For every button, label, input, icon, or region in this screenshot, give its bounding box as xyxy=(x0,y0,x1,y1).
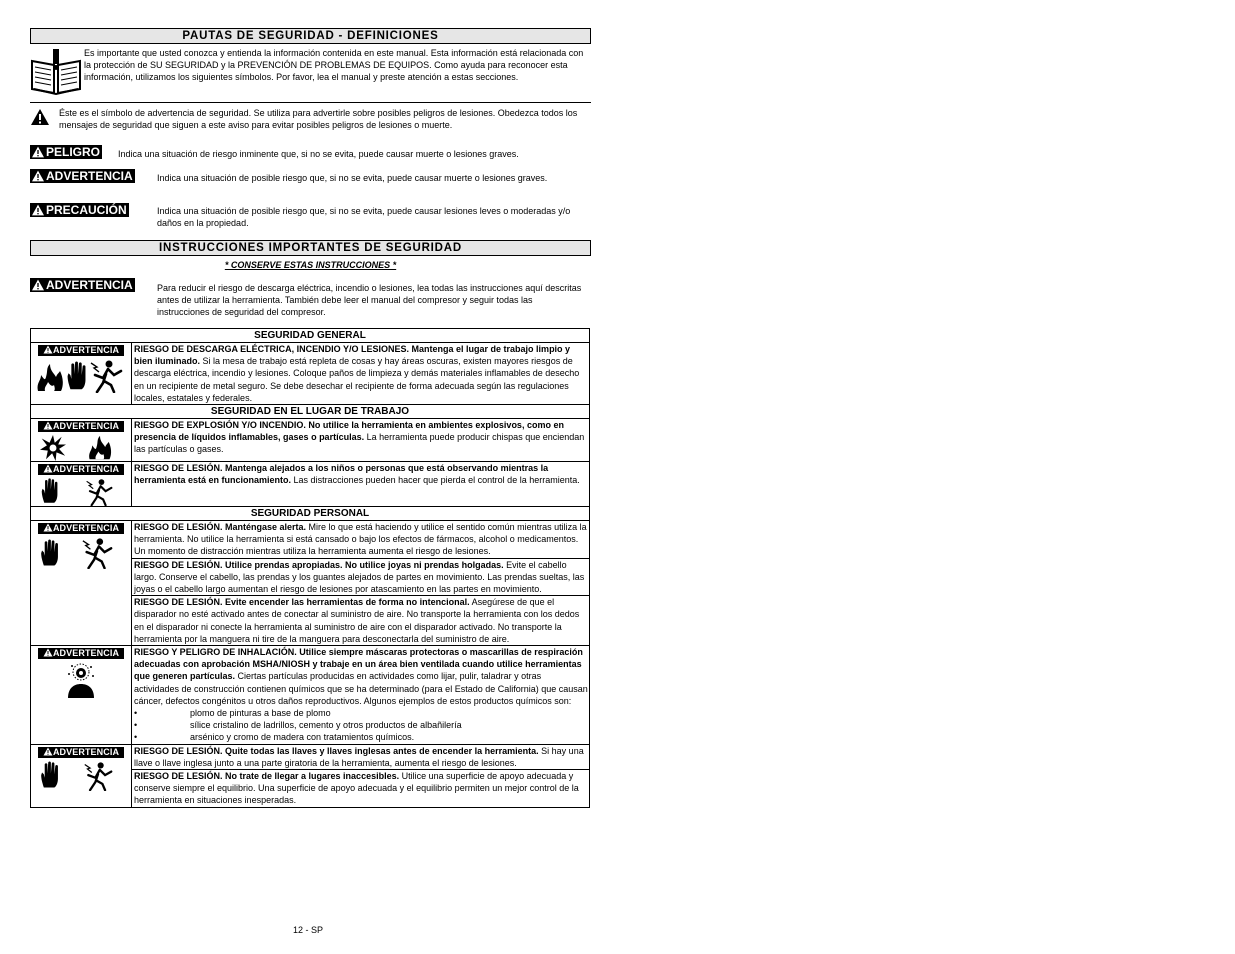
warning-badge xyxy=(38,464,124,475)
icon-cell xyxy=(31,343,132,405)
advertencia-label: ADVERTENCIA xyxy=(46,169,133,183)
alert-triangle-icon xyxy=(31,170,45,182)
safety-symbol-text: Éste es el símbolo de advertencia de seguridad. Se utiliza para advertirle sobre posibles peligros de lesiones. Obedezca todos los mensajes de seguridad que siguen a este aviso para evitar posibles peligros de lesiones o muerte. xyxy=(59,108,578,131)
icon-cell xyxy=(31,521,132,646)
row-body-text: Mire lo que está haciendo y utilice el sentido común mientras utiliza la herramienta. No utilice la herramienta si está cansado o bajo los efectos de fármacos, alcohol o medicamentos. Un momento de distracción mientras utiliza la herramienta aumenta el riesgo de lesiones. xyxy=(134,522,587,557)
fire-icon xyxy=(35,363,65,393)
fire-icon xyxy=(87,435,113,461)
alert-triangle-icon xyxy=(31,204,45,216)
row-text xyxy=(132,343,590,405)
hand-icon xyxy=(65,361,89,393)
instructions-warning-label: ADVERTENCIA xyxy=(46,278,133,292)
instructions-warning-text: Para reducir el riesgo de descarga eléctrica, incendio o lesiones, lea todas las instrucciones aquí descritas antes de utilizar la herramienta. También debe leer el manual del compresor y seguir todas las instrucciones de seguridad del compresor. xyxy=(157,283,582,318)
list-item xyxy=(134,719,588,731)
row-bold-text: RIESGO DE LESIÓN. No trate de llegar a lugares inaccesibles. xyxy=(134,771,400,782)
injured-person-icon xyxy=(83,761,113,791)
conserve-instructions: * CONSERVE ESTAS INSTRUCCIONES * xyxy=(224,260,397,270)
row-bold-text: RIESGO DE DESCARGA ELÉCTRICA, INCENDIO Y/O LESIONES. Mantenga el lugar de trabajo limpio y bien iluminado. xyxy=(134,344,571,367)
warning-badge xyxy=(38,523,124,534)
hand-icon xyxy=(39,539,61,569)
bullet: • xyxy=(134,708,138,719)
alert-triangle-icon xyxy=(43,648,53,657)
row-text xyxy=(132,770,590,808)
icon-cell xyxy=(31,646,132,745)
table-row xyxy=(31,343,590,405)
header-workplace-safety: SEGURIDAD EN EL LUGAR DE TRABAJO xyxy=(31,405,590,419)
row-text xyxy=(132,646,590,745)
list-item-text: arsénico y cromo de madera con tratamientos químicos. xyxy=(190,732,415,743)
list-item xyxy=(134,707,588,719)
respirator-mask-icon xyxy=(64,662,98,698)
header-general-safety: SEGURIDAD GENERAL xyxy=(31,329,590,343)
header-personal-safety: SEGURIDAD PERSONAL xyxy=(31,507,590,521)
bullet: • xyxy=(134,720,138,731)
row-body-text: Si hay una llave o llave inglesa junto a una parte giratoria de la herramienta, aumenta el riesgo de lesiones. xyxy=(134,745,584,768)
row-text xyxy=(132,419,590,462)
electric-shock-person-icon xyxy=(89,359,123,393)
row-bold-text: RIESGO DE EXPLOSIÓN Y/O INCENDIO. No utilice la herramienta en ambientes explosivos, como en presencia de líquidos inflamables, gases o partículas. xyxy=(134,420,564,443)
row-body-text: Asegúrese de que el disparador no esté activado antes de conectar al suministro de aire. No transporte la herramienta con los dedos en el disparador ni conecte la herramienta al suministro de aire con el disparador activado. No transporte la herramienta por la manguera ni tire de la manguera para desconectarla del suministro de aire. xyxy=(134,597,580,644)
intro-block xyxy=(30,46,591,103)
warning-badge xyxy=(38,747,124,758)
hand-icon xyxy=(39,478,61,506)
intro-text: Es importante que usted conozca y entienda la información contenida en este manual. Esta información está relacionada con la protección de SU SEGURIDAD y la PREVENCIÓN DE PROBLEMAS DE EQUIPOS. Como ayuda para reconocer esta información, utilizamos los siguientes símbolos. Por favor, lea el manual y preste atención a estas secciones. xyxy=(84,48,584,83)
injured-person-icon xyxy=(81,537,113,569)
safety-alert-triangle-icon xyxy=(30,108,50,126)
row-bold-text: RIESGO DE LESIÓN. Mantenga alejados a los niños o personas que está observando mientras la herramienta está en funcionamiento. xyxy=(134,463,549,486)
icon-cell xyxy=(31,744,132,807)
row-body-text: La herramienta puede producir chispas que enciendan las partículas o gases. xyxy=(134,432,585,455)
bullet: • xyxy=(134,732,138,743)
alert-triangle-icon xyxy=(43,345,53,354)
alert-triangle-icon xyxy=(43,523,53,532)
icon-cell xyxy=(31,462,132,507)
warning-badge xyxy=(38,648,124,659)
manual-book-icon xyxy=(30,49,82,95)
precaucion-text: Indica una situación de posible riesgo que, si no se evita, puede causar lesiones leves o moderadas y/o daños en la propiedad. xyxy=(157,206,571,229)
row-text xyxy=(132,558,590,596)
peligro-label: PELIGRO xyxy=(46,145,101,159)
explosion-icon xyxy=(39,435,67,461)
section-title-definitions: PAUTAS DE SEGURIDAD - DEFINICIONES xyxy=(30,28,591,44)
warning-badge-label: ADVERTENCIA xyxy=(52,464,120,475)
table-row xyxy=(31,462,590,507)
row-bold-text: RIESGO DE LESIÓN. Evite encender las herramientas de forma no intencional. xyxy=(134,597,470,608)
row-text xyxy=(132,462,590,507)
warning-badge-label: ADVERTENCIA xyxy=(52,523,120,534)
injured-person-icon xyxy=(85,478,113,506)
alert-triangle-icon xyxy=(43,747,53,756)
safety-symbol-block xyxy=(30,106,591,150)
definitions-section xyxy=(30,28,591,150)
alert-triangle-icon xyxy=(43,421,53,430)
warning-badge-label: ADVERTENCIA xyxy=(52,648,120,659)
peligro-signal xyxy=(30,145,102,159)
row-bold-text: RIESGO DE LESIÓN. Quite todas las llaves y llaves inglesas antes de encender la herramienta. xyxy=(134,745,539,756)
icon-cell xyxy=(31,419,132,462)
row-body-text: Si la mesa de trabajo está repleta de cosas y hay áreas oscuras, existen mayores riesgos de descarga eléctrica, incendio y lesiones. Coloque paños de limpieza y demás materiales inflamables de desecho en un recipiente de metal seguro. Se debe desechar el recipiente de forma adecuada según las regulaciones locales, estatales y federales. xyxy=(134,356,580,403)
table-row xyxy=(31,521,590,559)
row-bold-text: RIESGO Y PELIGRO DE INHALACIÓN. Utilice siempre máscaras protectoras o mascarillas de respiración adecuadas con aprobación MSHA/NIOSH y trabaje en un área bien ventilada cuando utilice herramientas que generen partículas. xyxy=(134,647,583,682)
safety-table xyxy=(30,328,590,808)
list-item-text: plomo de pinturas a base de plomo xyxy=(190,708,331,719)
instructions-warning-signal xyxy=(30,278,135,292)
precaucion-label: PRECAUCIÓN xyxy=(46,203,127,217)
table-row xyxy=(31,646,590,745)
advertencia-text: Indica una situación de posible riesgo que, si no se evita, puede causar muerte o lesiones graves. xyxy=(157,173,548,183)
warning-badge-label: ADVERTENCIA xyxy=(52,421,120,432)
row-body-text: Las distracciones pueden hacer que pierda el control de la herramienta. xyxy=(291,475,580,486)
row-bold-text: RIESGO DE LESIÓN. Manténgase alerta. xyxy=(134,522,307,533)
row-text xyxy=(132,744,590,769)
alert-triangle-icon xyxy=(43,464,53,473)
warning-badge xyxy=(38,421,124,432)
hand-icon xyxy=(39,761,61,791)
section-title-instructions: INSTRUCCIONES IMPORTANTES DE SEGURIDAD xyxy=(30,240,591,256)
alert-triangle-icon xyxy=(31,146,45,158)
peligro-text: Indica una situación de riesgo inminente que, si no se evita, puede causar muerte o lesiones graves. xyxy=(118,149,519,159)
list-item xyxy=(134,731,588,743)
page-number: 12 - SP xyxy=(293,925,324,935)
warning-badge-label: ADVERTENCIA xyxy=(52,746,120,757)
warning-badge-label: ADVERTENCIA xyxy=(52,345,120,355)
row-bold-text: RIESGO DE LESIÓN. Utilice prendas apropiadas. No utilice joyas ni prendas holgadas. xyxy=(134,559,504,570)
table-row xyxy=(31,744,590,769)
row-text xyxy=(132,596,590,646)
warning-badge xyxy=(38,345,124,356)
row-body-text: Evite el cabello largo. Conserve el cabello, las prendas y los guantes alejados de partes en movimiento. Las prendas sueltas, las joyas o el cabello largo aumentan el riesgo de lesiones por atascamiento en las partes en movimiento. xyxy=(134,559,585,595)
row-body-text: Ciertas partículas producidas en actividades como lijar, pulir, taladrar y otras actividades de construcción contienen químicos que se ha determinado (para el Estado de California) que causan cáncer, defectos congénitos u otros daños reproductivos. Algunos ejemplos de estos productos químicos son: xyxy=(134,671,588,706)
advertencia-signal xyxy=(30,169,135,183)
precaucion-signal xyxy=(30,203,129,217)
row-text xyxy=(132,521,590,559)
row-body-text: Utilice una superficie de apoyo adecuada y conserve siempre el equilibrio. Una superficie de apoyo adecuada y el equilibrio permiten un mejor control de la herramienta en situaciones inesperadas. xyxy=(134,771,579,806)
table-row xyxy=(31,419,590,462)
list-item-text: sílice cristalino de ladrillos, cemento y otros productos de albañilería xyxy=(190,720,462,731)
alert-triangle-icon xyxy=(31,279,45,291)
